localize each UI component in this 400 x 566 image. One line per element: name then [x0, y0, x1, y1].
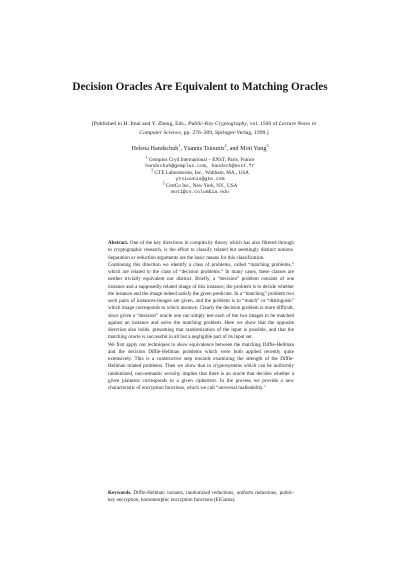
author-name: Moti Yung: [240, 145, 267, 152]
pub-middle: , vol. 1560 of: [246, 121, 278, 127]
pub-book: Public-Key Cryptography: [187, 121, 247, 127]
affiliation-mark: 1: [145, 154, 148, 160]
abstract-label: Abstract.: [108, 240, 129, 246]
keywords-text: Diffie-Hellman variants, randomized reductions, uniform reductions, public-key encryption, homomorphic encryption functions (ElGamal,: [108, 490, 294, 504]
affiliation-email: moti@cs.columbia.edu: [171, 189, 229, 195]
affiliation-email: ytsiounis@gte.com: [175, 176, 225, 182]
affiliation-org: CertCo Inc., New York, NY., USA: [165, 183, 238, 190]
author-mark: 3: [266, 142, 269, 148]
pub-suffix: , pp. 276–289, Springer-Verlag, 1999.]: [180, 130, 269, 136]
abstract-text: One of the key directions in complexity theory which has also filtered through to cryptographic research, is the effort to classify related but seemingly distinct notions. Separation or reduction arguments are the basic means for this classification.: [108, 240, 294, 261]
author-list: [90, 142, 310, 153]
author-mark: 1: [178, 142, 181, 148]
abstract-paragraph: Continuing this direction we identify a class of problems, called “matching problems,” which are related to the class of “decision problems.” In many cases, these classes are neither trivially equivalent nor distinct. Briefly, a “decision” problem consists of one instance and a supposedly related image of this instance; the problem is to decide whether the instance and the image indeed satisfy the given predicate. In a “matching” problem two such pairs of instances-images are given, and the problem is to “match” or “distinguish” which image corresponds to which instance. Clearly the decision problem is more difficult, since given a “decision” oracle one can simply test each of the two images to be matched against an instance and solve the matching problem. Here we show that the opposite direction also holds, presuming that randomization of the input is possible, and that the matching oracle is successful in all but a negligible part of its input set.: [108, 261, 294, 341]
publication-note: [88, 120, 320, 138]
keywords-label: Keywords.: [108, 490, 132, 496]
abstract-paragraph: We first apply our techniques to show equivalence between the matching Diffie-Hellman and the decision Diffie-Hellman problems which were both applied recently quite extensively. This is a constructive step towards examining the strength of the Diffie-Hellman related problems. Then we show that in cryptosystems which can be uniformly randomized, non-semantic security implies that there is an oracle that decides whether a given plaintext corresponds to a given ciphertext. In the process we provide a new characteristic of encryption functions, which we call “universal malleability.”: [108, 341, 294, 391]
paper-title: Decision Oracles Are Equivalent to Matching Oracles: [72, 81, 328, 93]
author-name: Yiannis Tsiounis: [183, 145, 225, 152]
abstract: [108, 240, 294, 392]
affiliation-line: [110, 180, 290, 190]
affiliation-org: Gemplus Cryd International – ENST, Paris, France: [148, 157, 255, 163]
keywords: [108, 490, 294, 505]
affiliation-org: GTE Laboratories, Inc., Waltham, MA., USA: [154, 170, 249, 177]
author-name: Helena Handschuh: [131, 145, 179, 152]
author-separator: ,: [180, 145, 184, 152]
pub-prefix: [Published in H. Imai and Y. Zheng, Eds.,: [91, 121, 187, 127]
affiliation-mark: 3: [162, 180, 165, 186]
affiliation-line: [110, 154, 290, 164]
author-mark: 2: [224, 142, 227, 148]
abstract-paragraph: [108, 240, 294, 262]
affiliation-line: [110, 167, 290, 177]
affiliation-mark: 2: [151, 167, 154, 173]
pub-series: Lecture Notes in Computer Science: [139, 121, 317, 136]
affiliation-email: handschuh@gemplus.com, handsch@enst.fr: [145, 163, 255, 169]
author-separator: , and: [226, 145, 241, 152]
affiliations: [110, 154, 290, 197]
